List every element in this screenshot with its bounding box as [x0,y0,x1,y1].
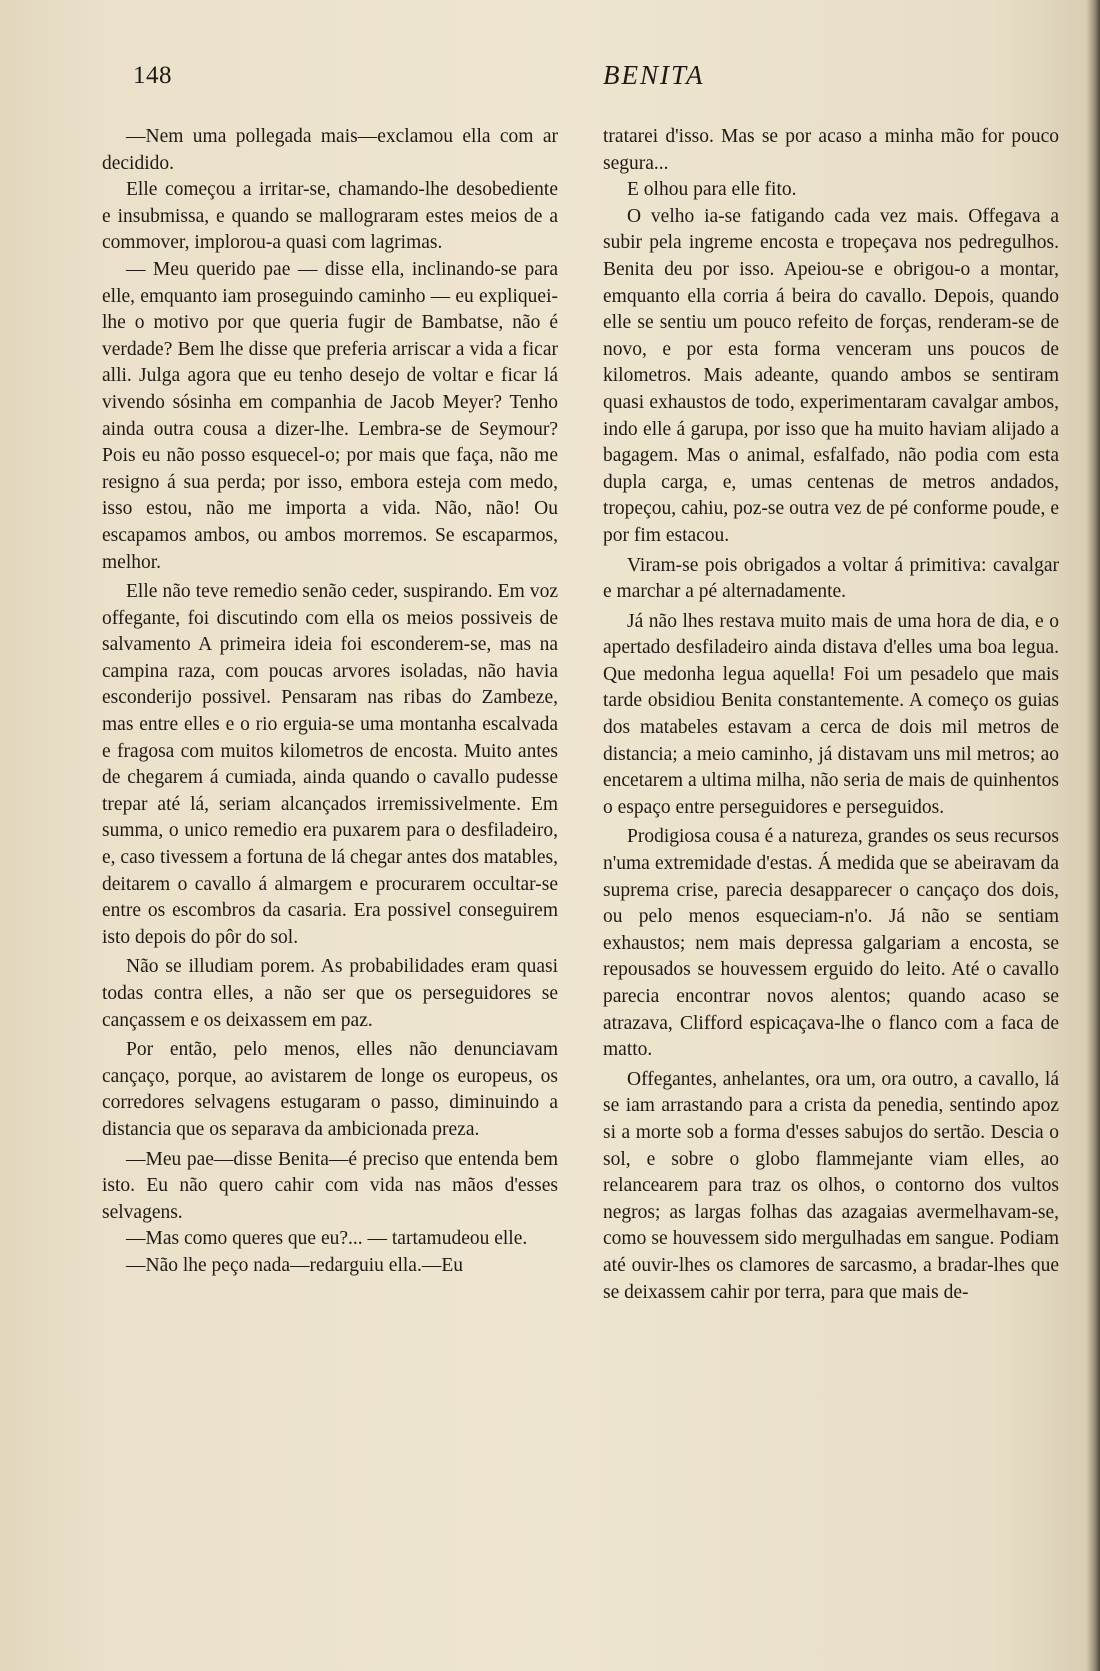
paragraph: Já não lhes restava muito mais de uma hora de dia, e o apertado desfiladeiro ainda distava d'elles uma boa legua. Que medonha legua aquella! Foi um pesadelo que mais tarde obsidiou Benita constantemente. A começo os guias dos matabeles estavam a cerca de dois mil metros de distancia; a meio caminho, já distavam uns mil metros; ao encetarem a ultima milha, não seria de mais de quinhentos o espaço entre perseguidores e perseguidos. [603,610,1059,818]
paragraph: Viram-se pois obrigados a voltar á primitiva: cavalgar e marchar a pé alternadamente. [603,554,1059,603]
page-number: 148 [133,62,172,89]
paragraph: —Mas como queres que eu?... — tartamudeou elle. [126,1228,528,1250]
paragraph: O velho ia-se fatigando cada vez mais. Offegava a subir pela ingreme encosta e tropeçava nos pedregulhos. Benita deu por isso. Apeiou-se e obrigou-o a montar, emquanto ella corria á beira do cavallo. Depois, quando elle se sentiu um pouco refeito de forças, renderam-se de novo, e por esta forma venceram uns poucos de kilometros. Mais adeante, quando ambos se sentiram quasi exhaustos de todo, experimentaram cavalgar ambos, indo elle á garupa, por isso que ha muito haviam alijado a bagagem. Mas o animal, esfalfado, não podia com esta dupla carga, e, umas centenas de metros andados, tropeçou, cahiu, poz-se outra vez de pé conforme poude, e por fim estacou. [603,205,1059,546]
paragraph: Por então, pelo menos, elles não denunciavam cançaço, porque, ao avistarem de longe os europeus, os corredores selvagens estugaram o passo, diminuindo a distancia que os separava da ambicionada preza. [102,1039,558,1140]
paragraph: Elle começou a irritar-se, chamando-lhe desobediente e insubmissa, e quando se mallograram estes meios de a commover, implorou-a quasi com lagrimas. [102,179,558,254]
paragraph: Não se illudiam porem. As probabilidades eram quasi todas contra elles, a não ser que os perseguidores se cançassem e os deixassem em paz. [102,956,558,1031]
page-edge-shadow [1086,0,1100,1671]
paragraph: Elle não teve remedio senão ceder, suspirando. Em voz offegante, foi discutindo com ella os meios possiveis de salvamento A primeira ideia foi esconderem-se, mas na campina raza, com poucas arvores isoladas, não havia esconderijo possivel. Pensaram nas ribas do Zambeze, mas entre elles e o rio erguia-se uma montanha escalvada e fragosa com muitos kilometros de encosta. Muito antes de chegarem á cumiada, ainda quando o cavallo pudesse trepar até lá, seriam alcançados irremissivelmente. Em summa, o unico remedio era puxarem para o desfiladeiro, e, caso tivessem a fortuna de lá chegar antes dos matables, deitarem o cavallo á almargem e procurarem occultar-se entre os escombros da casaria. Era possivel conseguirem isto depois do pôr do sol. [102,581,558,948]
paragraph: —Não lhe peço nada—redarguiu ella.—Eu [126,1254,463,1276]
left-column [102,124,558,1280]
paragraph: — Meu querido pae — disse ella, inclinando-se para elle, emquanto iam proseguindo caminho — eu expliquei-lhe o motivo por que queria fugir de Bambatse, não é verdade? Bem lhe disse que preferia arriscar a vida a ficar alli. Julga agora que eu tenho desejo de voltar e ficar lá vivendo sósinha em companhia de Jacob Meyer? Tenho ainda outra cousa a dizer-lhe. Lembra-se de Seymour? Pois eu não posso esquecel-o; por mais que faça, não me resigno á sua perda; por isso, embora esteja com medo, isso estou, não me importa a vida. Não, não! Ou escapamos ambos, ou ambos morremos. Se escaparmos, melhor. [102,258,558,573]
paragraph: Offegantes, anhelantes, ora um, ora outro, a cavallo, lá se iam arrastando para a crista da penedia, sentindo apoz si a morte sob a forma d'esses sabujos do sertão. Descia o sol, e sobre o globo flammejante viam elles, ao relancearem para traz os olhos, o contorno dos vultos negros; as largas folhas das azagaias avermelhavam-se, como se houvessem sido mergulhadas em sangue. Podiam até ouvir-lhes os clamores de sarcasmo, a bradar-lhes que se deixassem cahir por terra, para que mais de- [603,1068,1059,1303]
page-header [105,58,705,98]
right-column [603,124,1059,1306]
paragraph: —Nem uma pollegada mais—exclamou ella com ar decidido. [102,126,558,174]
paragraph: —Meu pae—disse Benita—é preciso que entenda bem isto. Eu não quero cahir com vida nas mãos d'esses selvagens. [102,1148,558,1223]
paragraph: tratarei d'isso. Mas se por acaso a minha mão for pouco segura... [603,126,1059,174]
running-title: BENITA [603,60,705,90]
paragraph: E olhou para elle fito. [627,179,797,201]
paragraph: Prodigiosa cousa é a natureza, grandes os seus recursos n'uma extremidade d'estas. Á medida que se abeiravam da suprema crise, parecia desapparecer o cançaço dos dois, ou pelo menos esqueciam-n'o. Já não se sentiam exhaustos; nem mais depressa galgariam a encosta, se repousados se houvessem erguido do leito. Até o cavallo parecia encontrar novos alentos; quando acaso se atrazava, Clifford espicaçava-lhe o flanco com a faca de matto. [603,826,1059,1061]
